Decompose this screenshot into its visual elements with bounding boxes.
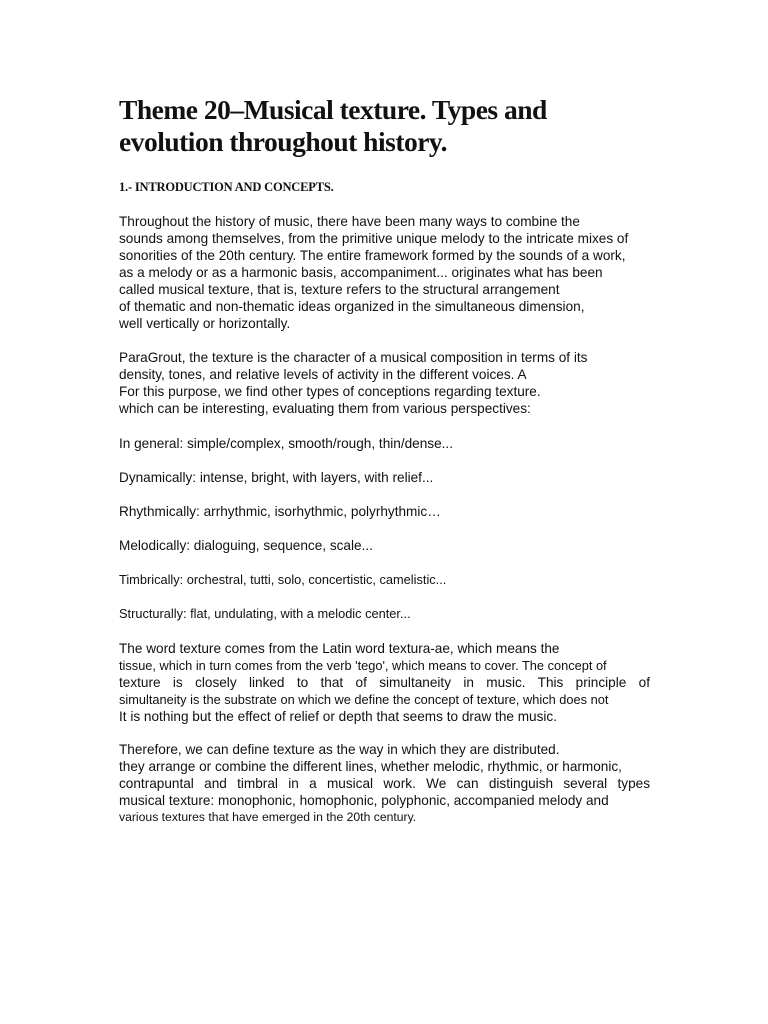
document-page xyxy=(119,94,650,826)
perspective-timbric: Timbrically: orchestral, tutti, solo, concertistic, camelistic... xyxy=(119,572,447,587)
document-title xyxy=(119,94,650,158)
text-line: various textures that have emerged in the 20th century. xyxy=(119,810,417,824)
text-line: Throughout the history of music, there have been many ways to combine the xyxy=(119,214,580,229)
text-line: simultaneity is the substrate on which we define the concept of texture, which does not xyxy=(119,692,609,707)
text-line: contrapuntal and timbral in a musical work. We can distinguish several types xyxy=(119,776,650,791)
text-line: It is nothing but the effect of relief or depth that seems to draw the music. xyxy=(119,709,558,724)
text-line: tissue, which in turn comes from the verb 'tego', which means to cover. The concept of xyxy=(119,658,607,673)
paragraph-etymology xyxy=(119,640,650,725)
text-line: as a melody or as a harmonic basis, accompaniment... originates what has been xyxy=(119,265,603,280)
text-line: sonorities of the 20th century. The entire framework formed by the sounds of a work, xyxy=(119,248,626,263)
text-line: musical texture: monophonic, homophonic, polyphonic, accompanied melody and xyxy=(119,793,609,808)
text-line: sounds among themselves, from the primitive unique melody to the intricate mixes of xyxy=(119,231,629,246)
paragraph-definition xyxy=(119,741,650,826)
title-line: evolution throughout history. xyxy=(119,126,448,157)
text-line: texture is closely linked to that of simultaneity in music. This principle of xyxy=(119,675,650,690)
paragraph-grout-definition xyxy=(119,349,650,417)
text-line: which can be interesting, evaluating them from various perspectives: xyxy=(119,401,531,416)
perspective-rhythmic: Rhythmically: arrhythmic, isorhythmic, polyrhythmic… xyxy=(119,504,441,519)
text-line: The word texture comes from the Latin word textura-ae, which means the xyxy=(119,641,560,656)
text-line: density, tones, and relative levels of activity in the different voices. A xyxy=(119,367,527,382)
text-line: ParaGrout, the texture is the character of a musical composition in terms of its xyxy=(119,350,588,365)
perspective-general: In general: simple/complex, smooth/rough, thin/dense... xyxy=(119,436,453,451)
text-line: of thematic and non-thematic ideas organized in the simultaneous dimension, xyxy=(119,299,585,314)
text-line: well vertically or horizontally. xyxy=(119,316,291,331)
text-line: called musical texture, that is, texture refers to the structural arrangement xyxy=(119,282,560,297)
perspective-structural: Structurally: flat, undulating, with a melodic center... xyxy=(119,606,411,621)
text-line: they arrange or combine the different lines, whether melodic, rhythmic, or harmonic, xyxy=(119,759,622,774)
title-line: Theme 20–Musical texture. Types and xyxy=(119,94,547,125)
text-line: Therefore, we can define texture as the way in which they are distributed. xyxy=(119,742,560,757)
perspective-melodic: Melodically: dialoguing, sequence, scale... xyxy=(119,538,373,553)
paragraph-intro xyxy=(119,213,650,332)
section-heading: 1.- INTRODUCTION AND CONCEPTS. xyxy=(119,180,334,194)
perspective-dynamic: Dynamically: intense, bright, with layers, with relief... xyxy=(119,470,434,485)
text-line: For this purpose, we find other types of conceptions regarding texture. xyxy=(119,384,541,399)
